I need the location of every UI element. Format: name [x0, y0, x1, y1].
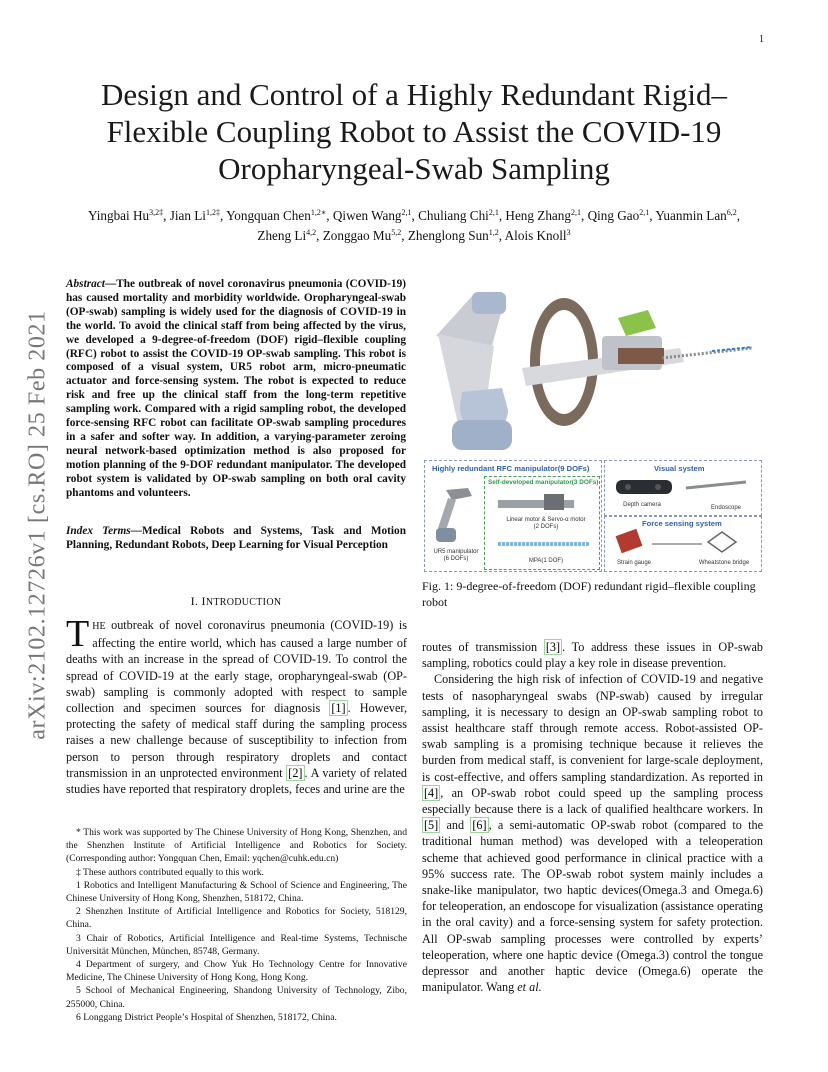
abstract-label: Abstract	[66, 278, 105, 290]
intro-text-1: outbreak of novel coronavirus pneumonia (COVID-19) is affecting the entire world, which has caused a large number of deaths with an increase in the spread of COVID-19. To control the spread of COVID-19 at the early stage, oropharyngeal-swab (OP-swab) sampling is commonly adopted with respect to sample collection and specimen sources for diagnosis	[66, 618, 407, 716]
citation-link[interactable]: [2]	[288, 765, 303, 780]
paper-title: Design and Control of a Highly Redundant Rigid–Flexible Coupling Robot to Assist the COVID-19 Oropharyngeal-Swab Sampling	[101, 77, 727, 186]
text: . To address these issues in OP-swab sampling, robotics could play a key role in disease prevention.	[422, 640, 764, 671]
ur5-dof-label: (6 DOFs)	[443, 556, 469, 562]
author-affiliation-sup: 2,1	[570, 208, 581, 217]
footnote: 6 Longgang District People’s Hospital of Shenzhen, 518172, China.	[76, 1011, 337, 1023]
text: routes of transmission	[422, 640, 544, 654]
author-name: Zhenglong Sun	[407, 228, 489, 243]
endoscope-label: Endoscope	[710, 505, 742, 511]
intro-text-2: . However, protecting the safety of medical staff during the sampling process raises a new challenge because of susceptibility to infection from person to person through respiratory droplets and contact transmission in an unprotected environment	[66, 701, 407, 780]
text: , a semi-automatic OP-swab robot (compared to the traditional human method) was developed with a teleoperation scheme that achieved good performance in clinical practice with a 95% success rate. The OP-swab robot system mainly includes a snake-like manipulator, two haptic devices(Omega.3 and Omega.6) for teleoperation, an endoscope for visualization (assistance operating in the oral cavity) and a force-sensing system for safety protection. All OP-swab sampling processes were controlled by experts’ teleoperation, where one haptic device (Omega.3) control the tongue depressor and another haptic device (Omega.6) operate the manipulator. Wang	[422, 818, 763, 995]
author-affiliation-sup: 3	[566, 228, 571, 237]
arxiv-stamp	[18, 290, 58, 760]
author-affiliation-sup: 4,2	[306, 228, 317, 237]
footnote: ‡ These authors contributed equally to this work.	[76, 866, 264, 878]
index-terms-label: Index Terms	[66, 525, 131, 537]
author-name: Qing Gao	[587, 208, 640, 223]
text: , an OP-swab robot could speed up the sampling process especially because there is a lack of qualified healthcare workers. In	[422, 785, 763, 817]
author-name: Alois Knoll	[504, 228, 567, 243]
author-name: Jian Li	[169, 208, 206, 223]
author-list: Yingbai $Hu^{3,2\ddagger}$, Jian $Li^{1,2\ddagger}$, Yongquan Chen$^{1,2∗}$, Qiwen Wang$^{2,1}$, Chuliang Chi$^{2,1}$, Heng Zhang$^{2,1}$, Qing Gao$^{2,1}$, Yuanmin Lan$^{6,2}$, Zheng Li$^{4,2}$, Zonggao Mu$^{5,2}$, Zhenglong Sun$^{1,2}$, Alois Knoll$^3$	[87, 208, 741, 243]
linear-motor-icon	[494, 490, 594, 520]
intro-paragraph	[66, 613, 407, 797]
citation-link[interactable]: [6]	[472, 818, 487, 833]
author-affiliation-sup: 2,1	[401, 208, 412, 217]
text: Considering the high risk of infection of COVID-19 and negative tests of nasopharyngeal swabs (NP-swab) caused by irregular sampling, it is necessary to design an OP-swab sampling robot to assist healthcare staff through remote access. Robot-assisted OP-swab sampling is a promising technique because it relieves the burden from medical staff, is convenient for large-scale deployment, is cost-effective, and offers sampling standardization. As reported in	[422, 672, 763, 784]
author-name: Yingbai Hu	[87, 208, 150, 223]
citation-link[interactable]: [4]	[424, 785, 439, 800]
author-name: Zonggao Mu	[322, 228, 392, 243]
drop-cap: T	[66, 613, 90, 655]
figure-caption: Fig. 1: 9-degree-of-freedom (DOF) redundant rigid–flexible coupling robot	[422, 579, 756, 609]
linear-motor-dof: (2 DOFs)	[533, 524, 559, 530]
mpa-label: MPA(1 DOF)	[528, 558, 564, 564]
author-name: Zheng Li	[257, 228, 307, 243]
linear-motor-label: Linear motor & Servo-α motor	[506, 517, 586, 523]
text-italic: et al.	[517, 980, 542, 995]
author-affiliation-sup: 6,2	[726, 208, 737, 217]
citation-link[interactable]: [3]	[545, 640, 561, 654]
mpa-icon	[494, 534, 594, 554]
figure-robot	[422, 288, 764, 576]
footnote: * This work was supported by The Chinese University of Hong Kong, Shenzhen, and the Shenzhen Institute of Artificial Intelligence and Robotics for Society. (Corresponding author: Yongquan Chen, Email: yqchen@cuhk.edu.cn)	[66, 827, 407, 865]
footnote: 3 Chair of Robotics, Artificial Intelligence and Real-time Systems, Technische Universität München, München, 85748, Germany.	[66, 932, 407, 957]
paragraph	[422, 639, 763, 671]
text: and	[440, 818, 471, 833]
author-name: Chuliang Chi	[418, 208, 489, 223]
section-heading	[66, 594, 406, 609]
footnote: 5 School of Mechanical Engineering, Shandong University of Technology, Zibo, 255000, China.	[66, 985, 407, 1010]
author-affiliation-sup: 2,1	[639, 208, 650, 217]
index-terms-text: —Medical Robots and Systems, Task and Motion Planning, Redundant Robots, Deep Learning for Visual Perception	[66, 525, 406, 551]
force-sensor-icon	[612, 528, 752, 560]
author-affiliation-sup: 1,2	[488, 228, 499, 237]
footnote: 4 Department of surgery, and Chow Yuk Ho Technology Centre for Innovative Medicine, The Chinese University of Hong Kong, Hong Kong.	[66, 959, 407, 984]
abstract	[66, 278, 406, 501]
panel-visual-label: Visual system	[654, 464, 705, 473]
author-affiliation-sup: 3,2‡	[149, 208, 164, 217]
intro-first-word: HE	[92, 621, 106, 632]
ur5-label: UR5 manipulator	[433, 549, 479, 555]
right-column-text	[422, 639, 763, 995]
ur5-icon	[428, 484, 488, 548]
camera-endoscope-icon	[612, 474, 752, 504]
citation-link[interactable]: [1]	[331, 701, 346, 716]
author-name: Heng Zhang	[505, 208, 571, 223]
page-number: 1	[759, 34, 764, 45]
section-title-initial: I	[201, 594, 206, 608]
panel-rfc-label: Highly redundant RFC manipulator(9 DOFs)	[432, 464, 590, 473]
strain-gauge-label: Strain gauge	[616, 560, 652, 566]
depth-camera-label: Depth camera	[623, 502, 661, 508]
author-name: Yongquan Chen	[226, 208, 311, 223]
paragraph	[422, 671, 763, 995]
author-name: Yuanmin Lan	[655, 208, 727, 223]
author-affiliation-sup: 1,2∗	[310, 208, 327, 217]
wheatstone-label: Wheatstone bridge	[698, 560, 750, 566]
author-name: Qiwen Wang	[332, 208, 402, 223]
abstract-text: —The outbreak of novel coronavirus pneumonia (COVID-19) has caused mortality and morbidity worldwide. Oropharyngeal-swab (OP-swab) sampling is widely used for the diagnosis of COVID-19 in the world. To avoid the clinical staff from being affected by the virus, we developed a 9-degree-of-freedom (DOF) rigid–flexible coupling (RFC) robot to assist the COVID-19 OP-swab sampling. This robot is composed of a visual system, UR5 robot arm, micro-pneumatic actuator and force-sensing system. The robot is expected to reduce risk and free up the clinical staff from the long-term repetitive sampling work. Compared with a rigid sampling robot, the developed force-sensing RFC robot can facilitate OP-swab sampling procedures in a safer and softer way. In addition, a varying-parameter zeroing neural network-based optimization method is also proposed for motion planning of the 9-DOF redundant manipulator. The developed robot system is validated by OP-swab sampling on both oral cavity phantoms and volunteers.	[66, 278, 406, 499]
panel-force-label: Force sensing system	[642, 519, 722, 528]
author-affiliation-sup: 2,1	[488, 208, 499, 217]
intro-text-3: . A variety of related studies have reported that respiratory droplets, feces and urine are the	[66, 765, 407, 797]
footnote: 2 Shenzhen Institute of Artificial Intelligence and Robotics for Society, 518129, China.	[66, 906, 407, 931]
author-affiliation-sup: 5,2	[391, 228, 402, 237]
footnotes	[66, 826, 407, 1024]
citation-link[interactable]: [5]	[424, 818, 439, 833]
author-affiliation-sup: 1,2‡	[205, 208, 220, 217]
section-title-rest: NTRODUCTION	[205, 597, 282, 608]
footnote: 1 Robotics and Intelligent Manufacturing & School of Science and Engineering, The Chinese University of Hong Kong, Shenzhen, 518172, China.	[66, 879, 407, 905]
panel-self-label: Self-developed manipulator(3 DOFs)	[488, 479, 599, 486]
index-terms	[66, 525, 406, 553]
arxiv-id: arXiv:2102.12726v1 [cs.RO] 25 Feb 2021	[24, 310, 51, 740]
section-number: I.	[190, 594, 199, 608]
